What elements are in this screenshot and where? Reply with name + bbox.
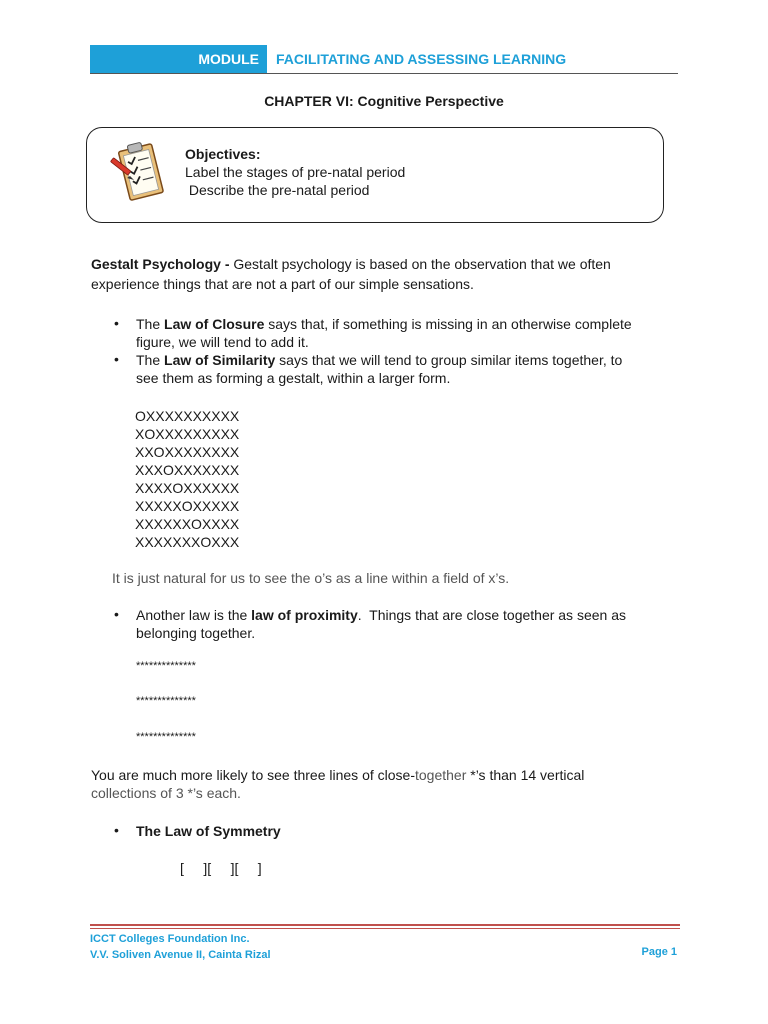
pattern-row: XXOXXXXXXXX — [135, 444, 240, 460]
module-title: FACILITATING AND ASSESSING LEARNING — [267, 45, 678, 73]
header-divider — [90, 73, 678, 74]
footer-divider-thin — [90, 928, 680, 929]
footer-org: ICCT Colleges Foundation Inc. — [90, 933, 250, 945]
bullet: • — [114, 351, 119, 367]
similarity-pattern — [135, 407, 239, 551]
proximity-note-c: *’s than 14 vertical — [466, 767, 585, 783]
proximity-note — [91, 766, 671, 802]
proximity-bullet — [136, 606, 676, 642]
bullet: • — [114, 315, 119, 331]
pattern-row: XXXXOXXXXXX — [135, 480, 240, 496]
proximity-note-b: together — [414, 767, 467, 783]
gestalt-term: Gestalt Psychology - — [91, 256, 234, 272]
footer-address: V.V. Soliven Avenue II, Cainta Rizal — [90, 949, 271, 961]
similarity-pre: The — [136, 352, 165, 368]
pattern-row: XXXXXOXXXXX — [135, 498, 240, 514]
gestalt-paragraph — [91, 254, 671, 294]
gestalt-line1: Gestalt psychology is based on the observation that we often — [233, 256, 611, 272]
pattern-row: XXXXXXXOXXX — [135, 534, 240, 550]
similarity-line1: says that we will tend to group similar items together, to — [275, 352, 623, 368]
symmetry-term: The Law of Symmetry — [136, 823, 281, 839]
footer-address-block — [90, 931, 271, 963]
pattern-row: OXXXXXXXXXX — [135, 408, 240, 424]
star-row: ************** — [136, 695, 196, 707]
objective-item: Label the stages of pre-natal period — [185, 164, 406, 180]
proximity-line1: . Things that are close together as seen as — [357, 607, 626, 623]
proximity-term: law of proximity — [251, 607, 358, 623]
symmetry-bullet — [136, 822, 676, 840]
pattern-note: It is just natural for us to see the o’s as a line within a field of x’s. — [112, 570, 510, 586]
objectives-text — [185, 145, 405, 199]
closure-term: Law of Closure — [164, 316, 265, 332]
proximity-pre: Another law is the — [136, 607, 252, 623]
module-header — [90, 45, 678, 73]
closure-pre: The — [136, 316, 165, 332]
proximity-line2: belonging together. — [136, 625, 256, 641]
footer-divider — [90, 924, 680, 926]
closure-line1: says that, if something is missing in an otherwise complete — [264, 316, 632, 332]
objectives-heading: Objectives: — [185, 146, 261, 162]
pattern-row: XXXXXXOXXXX — [135, 516, 240, 532]
star-row: ************** — [136, 731, 196, 743]
chapter-title: CHAPTER VI: Cognitive Perspective — [264, 93, 504, 109]
closure-bullet — [136, 315, 676, 351]
star-row: ************** — [136, 660, 196, 672]
module-label: MODULE — [90, 45, 267, 73]
page-number: Page 1 — [641, 946, 677, 958]
similarity-term: Law of Similarity — [164, 352, 276, 368]
bullet: • — [114, 606, 119, 622]
pattern-row: XOXXXXXXXXX — [135, 426, 240, 442]
similarity-line2: see them as forming a gestalt, within a larger form. — [136, 370, 451, 386]
bullet: • — [114, 822, 119, 838]
symmetry-brackets: [ ][ ][ ] — [180, 860, 262, 876]
clipboard-checklist-icon — [108, 138, 166, 208]
gestalt-line2: experience things that are not a part of our simple sensations. — [91, 276, 474, 292]
similarity-bullet — [136, 351, 676, 387]
closure-line2: figure, we will tend to add it. — [136, 334, 309, 350]
proximity-note-a: You are much more likely to see three lines of close- — [91, 767, 415, 783]
objective-item: Describe the pre-natal period — [185, 182, 370, 198]
proximity-note-line2: collections of 3 *’s each. — [91, 785, 241, 801]
pattern-row: XXXOXXXXXXX — [135, 462, 240, 478]
